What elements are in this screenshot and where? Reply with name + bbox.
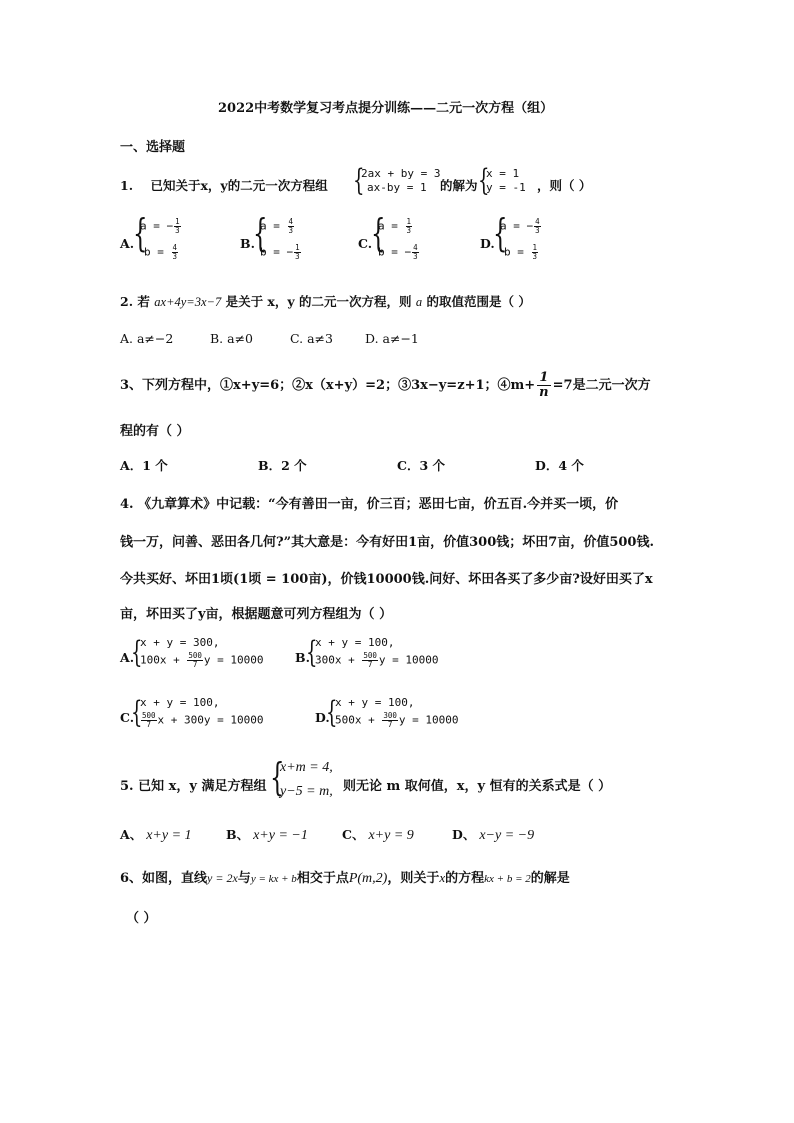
left-brace-icon: { [306,635,318,670]
opt-line2a: 100x + [140,653,187,667]
frac-num: 4 [288,217,294,226]
question-4-line3: 今共买好、坏田1顷(1顷 = 100亩)，价钱10000钱.问好、坏田各买了多少亩?设好田买了x [120,572,653,587]
opt-line2b: y = 10000 [203,653,264,667]
question-4-line4: 亩，坏田买了y亩，根据题意可列方程组为（ ） [120,607,393,622]
q3-option-b[interactable]: B．2 个 [258,458,307,473]
q6-var: x [439,870,446,885]
frac-num: 1 [532,243,538,252]
option-expression: x+y = 9 [368,828,414,843]
opt-line1: x + y = 100, [315,636,395,649]
opt-line2a: 500x + [335,713,382,727]
q1-post-text: ，则（ ） [537,178,592,193]
opt-b-line: b = − [260,245,294,259]
q5-pre-text: 5. 已知 x，y 满足方程组 [120,779,267,794]
opt-a-line: a = [378,219,405,233]
q4-option-c[interactable] [120,694,280,738]
option-expression: x+y = −1 [253,828,308,843]
question-4-line1: 4. 《九章算术》中记载：“今有善田一亩，价三百；恶田七亩，价五百.今并买一顷，价 [120,497,619,512]
option-label: D、 [452,827,476,842]
opt-line1: x + y = 100, [140,696,220,709]
q2-variable: a [415,295,423,309]
q3-option-a[interactable]: A．1 个 [120,458,168,473]
question-3-stem-line2: 程的有（ ） [120,424,190,439]
opt-b-line: b = [144,245,171,259]
q6-text-a: 6、如图，直线 [120,871,208,886]
option-label: A. [120,650,135,665]
q1-equation-system [353,163,443,198]
frac-den: n [539,385,549,400]
q2-option-d[interactable]: D. a≠−1 [365,331,419,346]
opt-line2b: y = 10000 [398,713,459,727]
opt-b-line: b = [504,245,531,259]
left-brace-icon: { [353,163,365,198]
q6-point: P(m,2) [348,871,388,886]
q1-system-eq1: 2ax + by = 3 [361,167,441,180]
left-brace-icon: { [326,695,338,730]
q5-equation-system [270,756,350,804]
option-label: C、 [342,827,365,842]
q6-line-2: y = kx + b [250,873,297,885]
q1-pre-text: 已知关于x，y的二元一次方程组 [150,178,328,193]
frac-num: 500 [363,651,377,660]
left-brace-icon: { [478,163,490,198]
left-brace-icon: { [133,211,148,255]
frac-den: 3 [295,252,300,261]
opt-a-line: a = [260,219,287,233]
question-1-stem [120,176,328,194]
section-heading: 一、选择题 [120,140,186,155]
q2-text-b: 是关于 x，y 的二元一次方程，则 [225,294,412,309]
opt-b-line: b = − [378,245,412,259]
q4-option-a[interactable] [120,634,280,678]
q5-eq2: y−5 = m, [280,784,333,799]
frac-num: 4 [172,243,178,252]
question-6-stem [120,867,570,887]
frac-num: 300 [383,711,397,720]
frac-num: 4 [413,243,418,252]
q4-option-b[interactable] [295,634,455,678]
left-brace-icon: { [270,755,285,799]
q2-text-c: 的取值范围是（ ） [426,294,531,309]
q6-line-1: y = 2x [207,871,238,885]
q1-mid-text: 的解为 [440,178,478,193]
option-label: B. [295,650,310,665]
q3-option-d[interactable]: D．4 个 [535,458,584,473]
question-4-line2: 钱一万，问善、恶田各几何?”其大意是：今有好田1亩，价值300钱；坏田7亩，价值500钱. [120,535,654,550]
frac-den: 3 [288,226,294,235]
opt-line2a: 300x + [315,653,362,667]
option-label: C. [358,236,373,251]
q3-option-c[interactable]: C．3 个 [397,458,445,473]
option-label: D. [315,710,330,725]
q1-option-d[interactable] [480,211,580,270]
frac-den: 7 [367,660,373,669]
frac-den: 3 [172,252,178,261]
q5-eq1: x+m = 4, [280,760,333,775]
opt-line1: x + y = 100, [335,696,415,709]
opt-a-line: a = − [140,219,174,233]
q2-text-a: 2. 若 [120,294,150,309]
frac-num: 1 [406,217,412,226]
frac-den: 3 [175,226,180,235]
question-3-stem-line1 [120,371,651,400]
frac-num: 4 [535,217,540,226]
q2-option-b[interactable]: B. a≠0 [210,331,254,346]
q2-option-a[interactable]: A. a≠−2 [120,331,174,346]
option-expression: x+y = 1 [146,828,192,843]
q6-text-c: 相交于点 [296,871,349,886]
q1-option-b[interactable] [240,211,340,270]
left-brace-icon: { [493,211,508,255]
option-label: A、 [120,827,143,842]
q1-number: 1. [120,178,134,193]
frac-den: 7 [387,720,393,729]
option-label: D. [480,236,495,251]
frac-num: 1 [175,217,180,226]
q6-text-f: 的解是 [530,871,570,886]
left-brace-icon: { [371,211,386,255]
q2-option-c[interactable]: C. a≠3 [290,331,333,346]
opt-line2b: x + 300y = 10000 [157,713,264,727]
q6-text-b: 与 [237,871,251,886]
q6-text-d: ，则关于 [387,871,440,886]
q1-option-c[interactable] [358,211,458,270]
page-title: 2022中考数学复习考点提分训练——二元一次方程（组） [218,101,554,116]
option-label: C. [120,710,135,725]
question-6-answer-blank: （ ） [126,911,157,926]
q4-option-d[interactable] [315,694,475,738]
q2-expression: ax+4y=3x−7 [154,295,222,309]
opt-line1: x + y = 300, [140,636,220,649]
q6-text-e: 的方程 [445,871,485,886]
q3-text-b: =7是二元一次方 [552,378,651,393]
q3-text: 3、下列方程中，①x+y=6；②x（x+y）=2；③3x−y=z+1；④m+ [120,378,536,393]
q1-system-eq2: ax-by = 1 [367,181,427,194]
q6-equation: kx + b = 2 [484,873,531,885]
q5-option-a[interactable] [120,825,192,844]
opt-a-line: a = − [500,219,534,233]
frac-den: 7 [192,660,198,669]
question-2-stem [120,292,531,310]
left-brace-icon: { [131,635,143,670]
frac-den: 3 [406,226,412,235]
q5-option-c[interactable] [342,825,414,844]
opt-line2b: y = 10000 [378,653,439,667]
q1-solution-system [478,163,538,198]
q1-option-a[interactable] [120,211,220,270]
q5-option-b[interactable] [226,825,308,844]
frac-num: 500 [142,711,156,720]
q3-fraction [537,371,550,400]
option-label: B、 [226,827,250,842]
q1-solution-y: y = -1 [486,181,526,194]
frac-den: 3 [532,252,538,261]
option-label: A. [120,236,135,251]
option-expression: x−y = −9 [479,828,535,843]
frac-num: 500 [188,651,202,660]
q5-option-d[interactable] [452,825,534,844]
frac-den: 3 [535,226,540,235]
option-label: B. [240,236,255,251]
left-brace-icon: { [131,695,143,730]
q5-post-text: 则无论 m 取何值，x，y 恒有的关系式是（ ） [343,779,612,794]
frac-num: 1 [537,371,550,386]
left-brace-icon: { [253,211,268,255]
frac-num: 1 [295,243,300,252]
frac-den: 7 [146,720,152,729]
q1-solution-x: x = 1 [486,167,520,180]
frac-den: 3 [413,252,418,261]
